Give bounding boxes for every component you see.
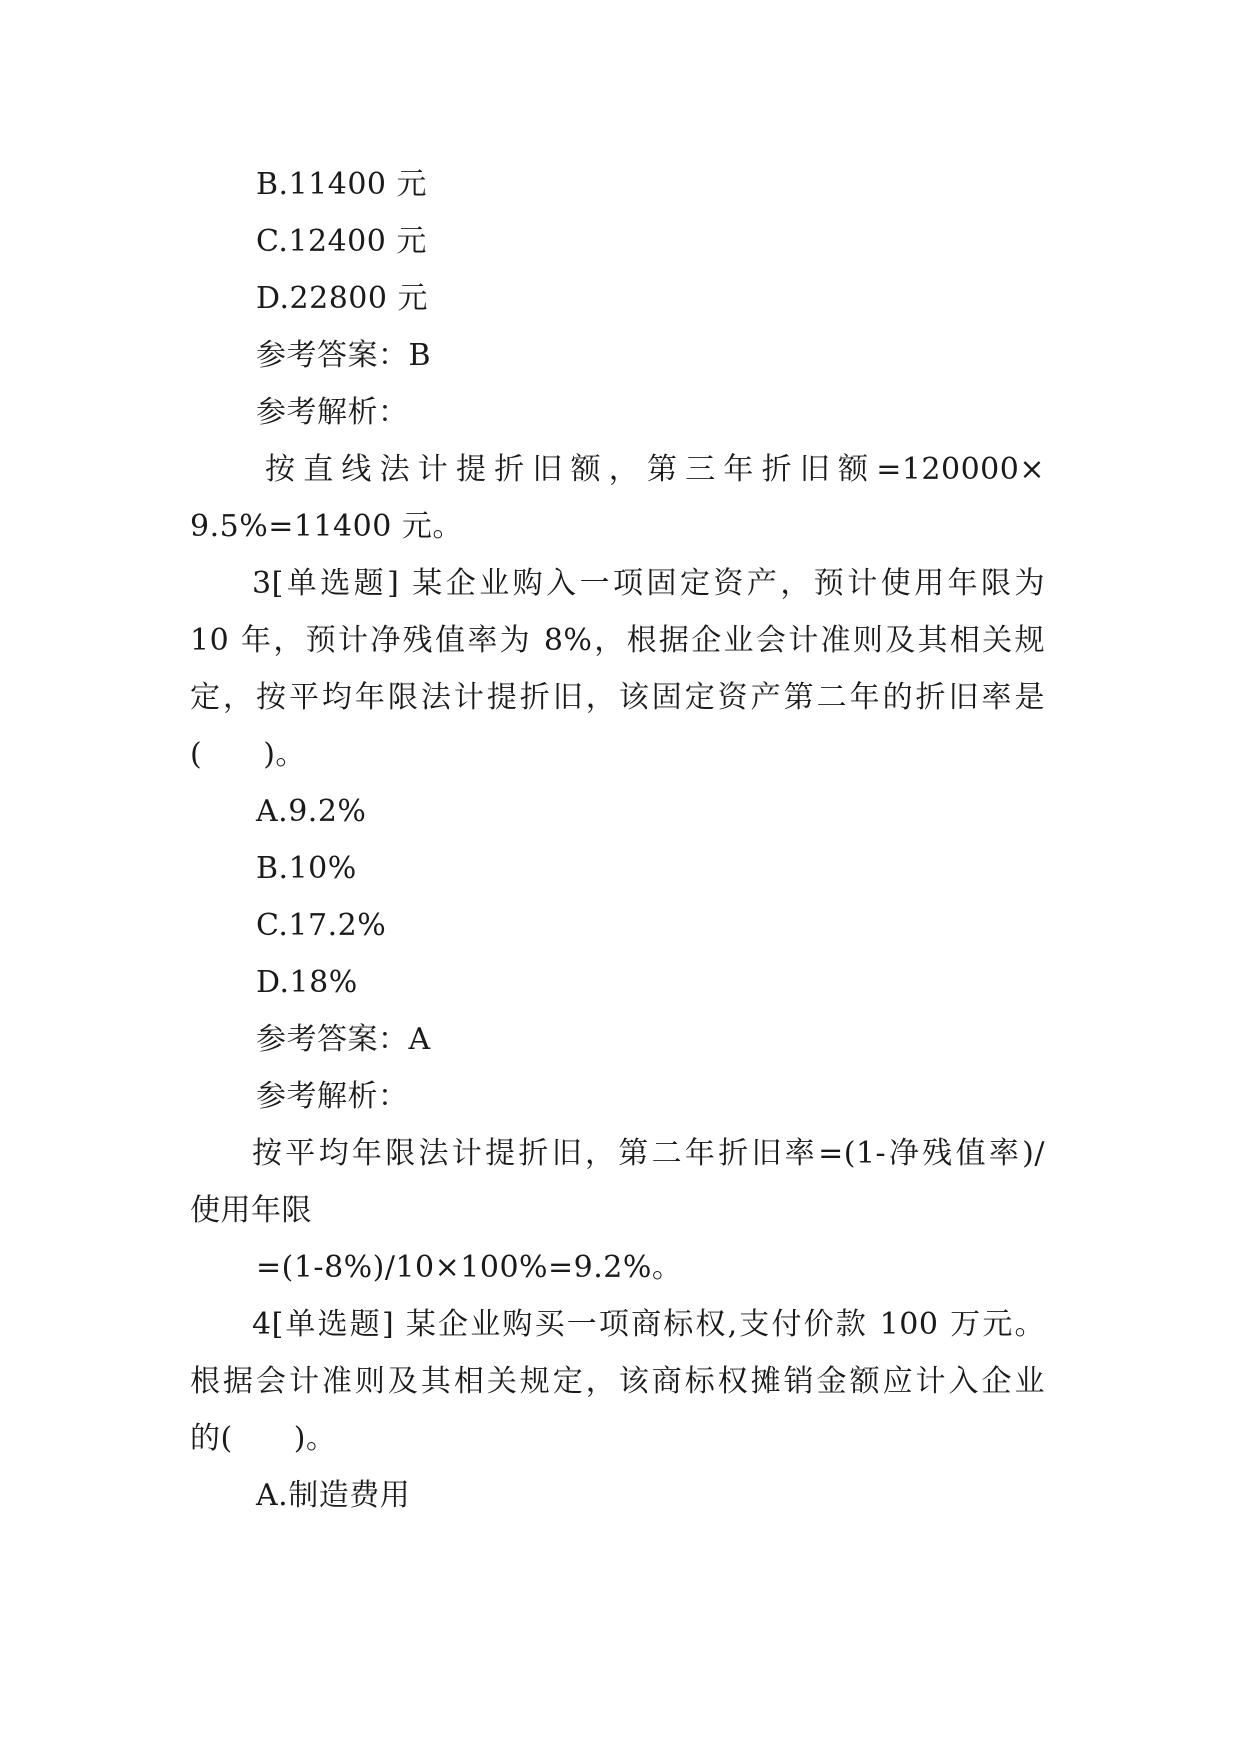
- question-4-blank: 的( )。: [190, 1421, 337, 1456]
- option-b: B.10%: [256, 851, 357, 886]
- analysis-text: 按平均年限法计提折旧，第二年折旧率=(1-净残值率)/: [252, 1136, 1045, 1171]
- option-b: B.11400 元: [256, 167, 428, 202]
- option-d: D.22800 元: [256, 281, 428, 316]
- option-c: C.12400 元: [256, 224, 427, 259]
- analysis-text: 按直线法计提折旧额，第三年折旧额=120000×: [265, 452, 1045, 487]
- option-a: A.制造费用: [256, 1478, 411, 1513]
- analysis-text-cont: 9.5%=11400 元。: [190, 509, 463, 544]
- question-3-text-cont: 定，按平均年限法计提折旧，该固定资产第二年的折旧率是: [190, 680, 1045, 715]
- answer-label: 参考答案：B: [256, 338, 432, 373]
- answer-label: 参考答案：A: [256, 1022, 431, 1057]
- analysis-formula: =(1-8%)/10×100%=9.2%。: [256, 1250, 683, 1285]
- analysis-text-cont: 使用年限: [190, 1193, 312, 1228]
- option-d: D.18%: [256, 965, 358, 1000]
- question-4-text-cont: 根据会计准则及其相关规定，该商标权摊销金额应计入企业: [190, 1364, 1045, 1399]
- question-3-text-cont: 10 年，预计净残值率为 8%，根据企业会计准则及其相关规: [190, 623, 1045, 658]
- question-3-text: 3[单选题] 某企业购入一项固定资产，预计使用年限为: [252, 566, 1045, 601]
- analysis-label: 参考解析：: [256, 395, 409, 430]
- analysis-label: 参考解析：: [256, 1079, 409, 1114]
- option-a: A.9.2%: [256, 794, 367, 829]
- question-4-text: 4[单选题] 某企业购买一项商标权,支付价款 100 万元。: [252, 1307, 1045, 1342]
- question-3-blank: ( )。: [190, 737, 306, 772]
- option-c: C.17.2%: [256, 908, 387, 943]
